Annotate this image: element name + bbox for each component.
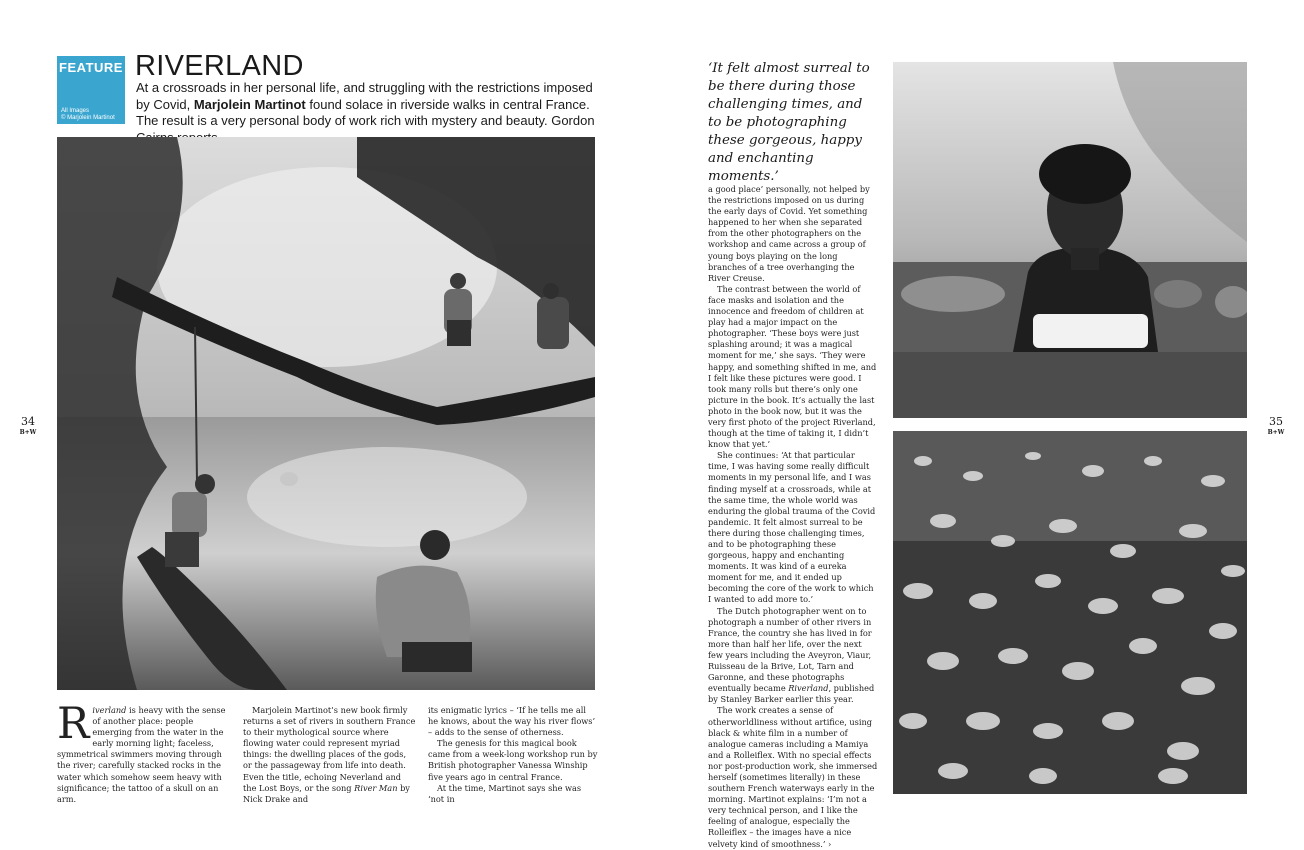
drop-cap: R	[57, 699, 90, 749]
page-number-right	[1261, 415, 1291, 436]
body-column-4	[708, 184, 878, 850]
photo-boys-on-tree	[57, 137, 595, 690]
paragraph: The work creates a sense of otherworldliness without artifice, using black & white film in a number of analogue cameras including a Mamiya and a Rolleiflex. With no special effects nor post-production work, she immersed herself (sometimes literally) in these southern French waterways early in the morning. Martinot explains: ‘I’m not a very technical person, and I like the feeling of analogue, especially the Rolleiflex – the images have a nice velvety kind of smoothness.’ ›	[708, 705, 878, 849]
paragraph: At the time, Martinot says she was ‘not in	[428, 782, 582, 804]
standfirst-rest: found solace in riverside walks in central France. The result is a very personal body of work rich with mystery and beauty. Gordon	[136, 96, 595, 128]
paragraph: a good place’ personally, not helped by the restrictions imposed on us during the early days of Covid. Yet something happened to her when she separated from the other photographers on the workshop and came across a group of young boys playing on the long branches of a tree overhanging the River Creuse.	[708, 184, 870, 283]
magazine-brand: B+W	[1267, 429, 1285, 436]
photographer-name: Marjolein Martinot	[193, 96, 306, 112]
paragraph: The contrast between the world of face masks and isolation and the innocence and freedom of children at play had a major impact on the photographer. ‘These boys were just splashing around; it was a magical moment for me,’ she says. ‘They were happy, and something shifted in me, and I felt like these pictures were good. I took many rolls but there’s only one picture in the book. It’s actually the last photo in the book now, but it was the very first photo of the project Riverland, though at the time of taking it, I didn’t know that yet.’	[708, 283, 877, 450]
body-column-3	[428, 705, 598, 805]
magazine-brand: B+W	[19, 429, 37, 436]
body-text: is heavy with the sense of another place: people emerging from the water in the early morning light; faceless, symmetrical swimmers moving through the river; carefully stacked rocks in the water which somehow seem heavy with significance; the tattoo of a skull on an arm.	[57, 705, 226, 804]
body-text: , published by Stanley Barker earlier this year.	[708, 683, 875, 705]
feature-badge	[57, 56, 125, 124]
page-number: 34	[21, 415, 35, 428]
book-title-italic: Riverland	[788, 683, 829, 694]
body-text: The Dutch photographer went on to photograph a number of other rivers in France, the country she has lived in for more than half her life, over the next few years including the Aveyron, Viaur, Ruisseau de la Brive, Lot, Tarn and Garonne, and these photographs eventually became	[708, 605, 872, 694]
paragraph: She continues: ‘At that particular time, I was having some really difficult moments in my personal life, and I was finding myself at a crossroads, while at the same time, the whole world was enduring the global trauma of the Covid pandemic. It felt almost surreal to be there during those challenging times, and to be photographing these gorgeous, happy and enchanting moments. It was kind of a eureka moment for me, and it ended up becoming the core of the work to which I wanted to add more to.’	[708, 450, 876, 605]
body-column-1	[57, 699, 230, 805]
book-title-italic: iverland	[92, 705, 127, 715]
body-text: by Nick Drake and	[243, 782, 410, 804]
image-credit-line-1: All Images	[61, 108, 90, 114]
standfirst-intro: At a crossroads in her personal life, and struggling with the restrictions imposed by Covid,	[136, 80, 593, 112]
photo-girl-in-river	[893, 62, 1247, 418]
song-title-italic: River Man	[354, 782, 398, 793]
photo-water-lilies	[893, 431, 1247, 794]
paragraph: its enigmatic lyrics – ‘If he tells me all he knows, about the way his river flows’ – adds to the sense of otherness.	[428, 705, 596, 738]
page-number: 35	[1269, 415, 1283, 428]
page-number-left	[13, 415, 43, 436]
image-credit-line-2: © Marjolein Martinot	[61, 115, 115, 121]
body-column-2	[243, 705, 416, 805]
paragraph	[708, 606, 878, 706]
pull-quote: ‘It felt almost surreal to be there during those challenging times, and to be photographing these gorgeous, happy and enchanting moments.’	[708, 61, 870, 184]
paragraph: The genesis for this magical book came from a week-long workshop run by British photographer Vanessa Winship five years ago in central France.	[428, 738, 598, 782]
article-title: RIVERLAND	[135, 50, 304, 82]
feature-label: FEATURE	[59, 60, 123, 75]
body-text: Marjolein Martinot’s new book firmly returns a set of rivers in southern France to their mythological source where flowing water could represent myriad things: the dwelling places of the gods, or the passageway from life into death. Even the title, echoing Neverland and the Lost Boys, or the song	[243, 705, 416, 793]
